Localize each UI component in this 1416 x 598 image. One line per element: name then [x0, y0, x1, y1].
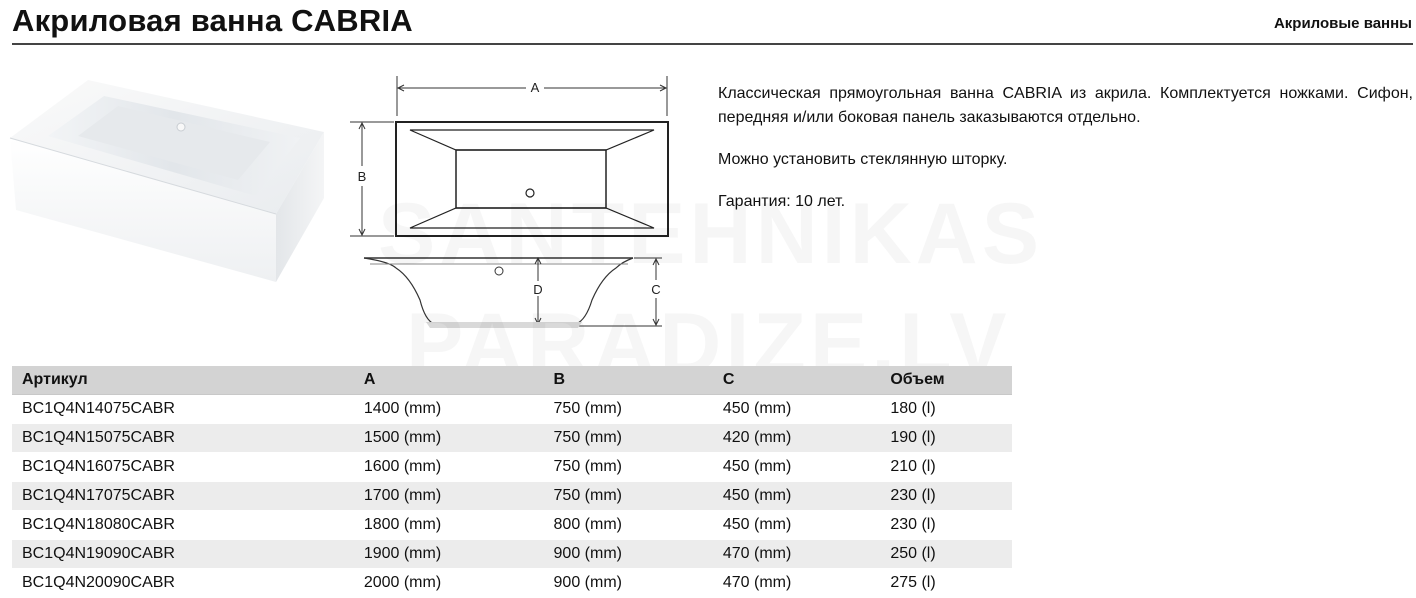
dimension-drawing	[350, 72, 672, 337]
cell-b: 750 (mm)	[544, 482, 713, 511]
cell-sku: BC1Q4N17075CABR	[12, 482, 354, 511]
cell-b: 750 (mm)	[544, 424, 713, 453]
cell-volume: 275 (l)	[880, 569, 1012, 598]
table-row	[12, 482, 1012, 511]
table-row	[12, 424, 1012, 453]
cell-c: 470 (mm)	[713, 540, 880, 569]
cell-volume: 230 (l)	[880, 482, 1012, 511]
cell-c: 450 (mm)	[713, 511, 880, 540]
cell-volume: 180 (l)	[880, 395, 1012, 424]
cell-sku: BC1Q4N15075CABR	[12, 424, 354, 453]
table-row	[12, 569, 1012, 598]
cell-sku: BC1Q4N16075CABR	[12, 453, 354, 482]
cell-sku: BC1Q4N20090CABR	[12, 569, 354, 598]
cell-volume: 190 (l)	[880, 424, 1012, 453]
cell-volume: 230 (l)	[880, 511, 1012, 540]
column-header-volume: Объем	[880, 366, 1012, 395]
dimension-label-d: D	[533, 282, 543, 297]
title-divider	[12, 43, 1413, 45]
column-header-c: C	[713, 366, 880, 395]
cell-c: 470 (mm)	[713, 569, 880, 598]
cell-c: 450 (mm)	[713, 482, 880, 511]
cell-a: 1900 (mm)	[354, 540, 544, 569]
cell-a: 1400 (mm)	[354, 395, 544, 424]
cell-a: 1800 (mm)	[354, 511, 544, 540]
bathtub-photo	[8, 72, 326, 284]
cell-a: 1500 (mm)	[354, 424, 544, 453]
column-header-b: B	[544, 366, 713, 395]
specs-table	[12, 366, 1012, 598]
table-header-row	[12, 366, 1012, 395]
cell-sku: BC1Q4N19090CABR	[12, 540, 354, 569]
cell-b: 750 (mm)	[544, 395, 713, 424]
dimension-label-a: A	[530, 80, 540, 95]
dimension-label-c: C	[651, 282, 661, 297]
table-row	[12, 453, 1012, 482]
cell-a: 1700 (mm)	[354, 482, 544, 511]
cell-c: 420 (mm)	[713, 424, 880, 453]
table-row	[12, 395, 1012, 424]
dimension-label-b: B	[357, 169, 367, 184]
cell-a: 2000 (mm)	[354, 569, 544, 598]
description-paragraph: Классическая прямоугольная ванна CABRIA из акрила. Комплектуется ножками. Сифон, передняя и/или боковая панель заказываются отдельно.	[718, 85, 1413, 126]
description-paragraph: Гарантия: 10 лет.	[718, 193, 846, 210]
cell-c: 450 (mm)	[713, 453, 880, 482]
cell-b: 800 (mm)	[544, 511, 713, 540]
description-paragraph: Можно установить стеклянную шторку.	[718, 151, 1008, 168]
cell-volume: 250 (l)	[880, 540, 1012, 569]
page-title: Акриловая ванна CABRIA	[12, 3, 413, 38]
cell-a: 1600 (mm)	[354, 453, 544, 482]
cell-sku: BC1Q4N14075CABR	[12, 395, 354, 424]
cell-volume: 210 (l)	[880, 453, 1012, 482]
table-row	[12, 540, 1012, 569]
table-row	[12, 511, 1012, 540]
product-description	[718, 82, 1413, 232]
category-label: Акриловые ванны	[1273, 15, 1412, 32]
column-header-sku: Артикул	[12, 366, 354, 395]
cell-c: 450 (mm)	[713, 395, 880, 424]
cell-sku: BC1Q4N18080CABR	[12, 511, 354, 540]
cell-b: 750 (mm)	[544, 453, 713, 482]
cell-b: 900 (mm)	[544, 569, 713, 598]
cell-b: 900 (mm)	[544, 540, 713, 569]
column-header-a: A	[354, 366, 544, 395]
